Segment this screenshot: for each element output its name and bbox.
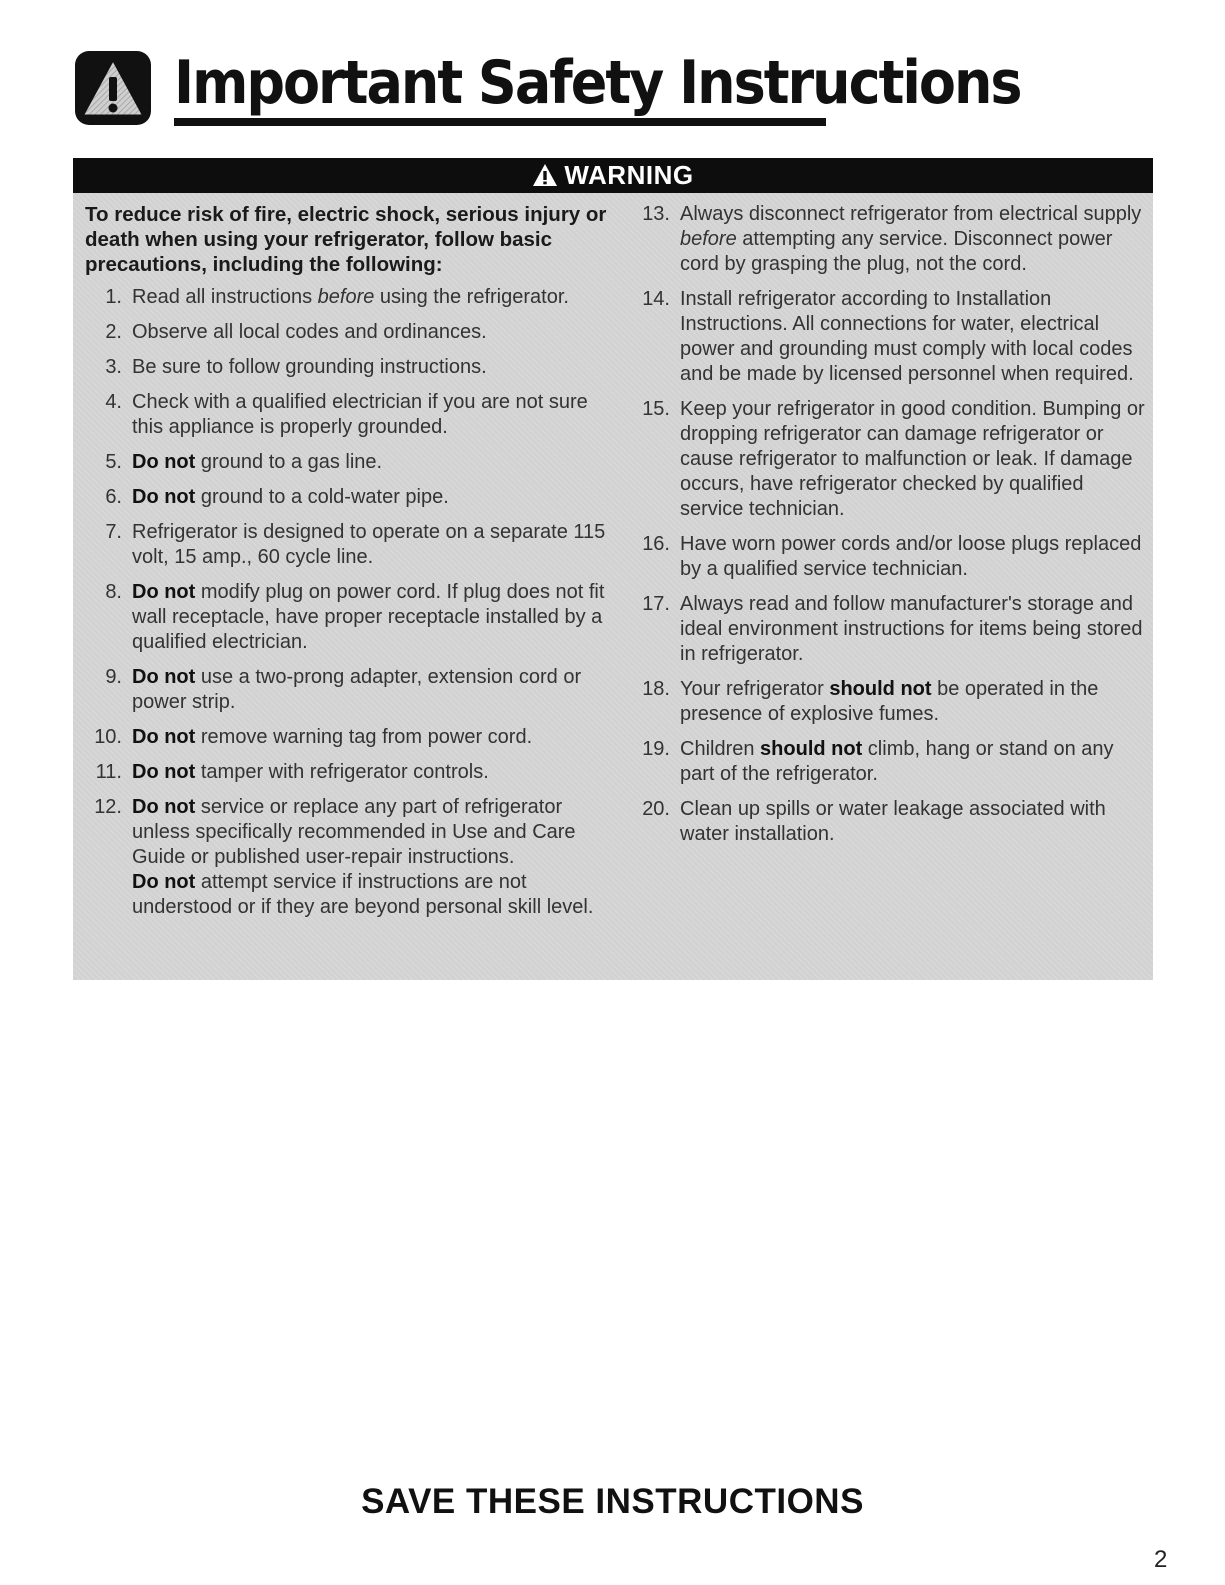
warning-panel <box>73 158 1153 980</box>
item-number: 9. <box>105 666 122 688</box>
list-item <box>633 797 1145 847</box>
left-column <box>85 202 613 930</box>
item-text-post: climb, hang or stand on any part of the refrigerator. <box>680 738 1114 785</box>
item-text-post: service or replace any part of refrigerator unless specifically recommended in Use and Care Guide or published user-repair instructions. <box>132 796 576 868</box>
item-text-em: before <box>680 228 737 250</box>
item-number: 8. <box>105 581 122 603</box>
warning-triangle-icon <box>74 50 152 126</box>
item-number: 1. <box>105 286 122 308</box>
list-item <box>85 665 613 715</box>
item-number: 20. <box>642 798 670 820</box>
item-text-post: using the refrigerator. <box>374 286 569 308</box>
item-text-post: tamper with refrigerator controls. <box>195 761 489 783</box>
item-text-pre: Observe all local codes and ordinances. <box>132 321 487 343</box>
list-item <box>85 485 613 510</box>
item-number: 4. <box>105 391 122 413</box>
list-item <box>633 202 1145 277</box>
item-number: 16. <box>642 533 670 555</box>
list-item <box>633 737 1145 787</box>
safety-list-left <box>85 285 613 920</box>
item-text-post: remove warning tag from power cord. <box>195 726 533 748</box>
item-number: 18. <box>642 678 670 700</box>
list-item <box>85 760 613 785</box>
item-text-pre: Install refrigerator according to Installation Instructions. All connections for water, electrical power and grounding must comply with local codes and be made by licensed personnel when required. <box>680 288 1134 385</box>
item-text-pre: Always disconnect refrigerator from electrical supply <box>680 203 1142 225</box>
item-text-pre: Clean up spills or water leakage associated with water installation. <box>680 798 1106 845</box>
item-number: 13. <box>642 203 670 225</box>
item-text-bold: Do not <box>132 581 196 603</box>
item-text-bold: Do not <box>132 486 196 508</box>
item-text-bold: Do not <box>132 451 196 473</box>
list-item <box>633 397 1145 522</box>
list-item <box>85 580 613 655</box>
item-number: 7. <box>105 521 122 543</box>
item-text-pre: Refrigerator is designed to operate on a separate 115 volt, 15 amp., 60 cycle line. <box>132 521 606 568</box>
item-text-post: use a two-prong adapter, extension cord or power strip. <box>132 666 582 713</box>
item-text-pre: Be sure to follow grounding instructions. <box>132 356 487 378</box>
item-number: 6. <box>105 486 122 508</box>
item-number: 11. <box>95 761 122 783</box>
list-item <box>85 320 613 345</box>
item-text-pre: Your refrigerator <box>680 678 830 700</box>
save-instructions-footer: SAVE THESE INSTRUCTIONS <box>361 1482 864 1521</box>
page-header <box>74 40 1021 132</box>
item-text-bold: Do not <box>132 666 196 688</box>
list-item <box>85 285 613 310</box>
title-underline <box>174 118 826 126</box>
list-item <box>85 725 613 750</box>
item-text-pre: Check with a qualified electrician if you are not sure this appliance is properly grounded. <box>132 391 588 438</box>
item-number: 19. <box>642 738 670 760</box>
list-item <box>633 287 1145 387</box>
intro-text: To reduce risk of fire, electric shock, serious injury or death when using your refrigerator, follow basic precautions, including the following: <box>85 203 607 276</box>
page-title: Important Safety Instructions <box>174 48 1021 118</box>
item-text-post: be operated in the presence of explosive fumes. <box>680 678 1099 725</box>
list-item <box>85 795 613 920</box>
item-text-pre: Have worn power cords and/or loose plugs replaced by a qualified service technician. <box>680 533 1142 580</box>
item-text-bold: Do not <box>132 761 196 783</box>
item-number: 17. <box>642 593 670 615</box>
warning-banner-icon <box>532 163 558 187</box>
item-number: 15. <box>642 398 670 420</box>
list-item <box>633 592 1145 667</box>
item-number: 14. <box>642 288 670 310</box>
item-number: 2. <box>105 321 122 343</box>
item-text-pre: Children <box>680 738 761 760</box>
item-text-bold: should not <box>829 678 932 700</box>
page-number: 2 <box>1154 1546 1168 1573</box>
item-text-pre: Always read and follow manufacturer's storage and ideal environment instructions for items being stored in refrigerator. <box>680 593 1143 665</box>
item-text-bold: Do not <box>132 726 196 748</box>
item-text-em: before <box>317 286 375 308</box>
item-text-pre: Read all instructions <box>132 286 318 308</box>
item-text-bold: Do not <box>132 796 196 818</box>
item-text-post: attempting any service. Disconnect power cord by grasping the plug, not the cord. <box>680 228 1113 275</box>
list-item <box>85 520 613 570</box>
item-text-bold: should not <box>760 738 863 760</box>
warning-banner-label: WARNING <box>564 160 694 190</box>
item-number: 5. <box>105 451 122 473</box>
list-item <box>633 677 1145 727</box>
item-number: 10. <box>94 726 122 748</box>
item-text-post: modify plug on power cord. If plug does not fit wall receptacle, have proper receptacle installed by a qualified electrician. <box>132 581 605 653</box>
item-number: 12. <box>94 796 122 818</box>
item-number: 3. <box>105 356 122 378</box>
list-item <box>85 390 613 440</box>
item-text-post: ground to a cold-water pipe. <box>195 486 449 508</box>
item-text-pre: Keep your refrigerator in good condition. Bumping or dropping refrigerator can damage refrigerator or cause refrigerator to malfunction or leak. If damage occurs, have refrigerator checked by qualified service technician. <box>680 398 1145 520</box>
list-item <box>85 355 613 380</box>
safety-list-right <box>633 202 1145 847</box>
item-text-post: ground to a gas line. <box>195 451 383 473</box>
list-item <box>633 532 1145 582</box>
list-item <box>85 450 613 475</box>
warning-banner <box>73 158 1153 193</box>
item-text-bold2: Do not <box>132 871 196 893</box>
item-text-post2: attempt service if instructions are not understood or if they are beyond personal skill level. <box>132 871 594 918</box>
right-column <box>633 202 1145 857</box>
